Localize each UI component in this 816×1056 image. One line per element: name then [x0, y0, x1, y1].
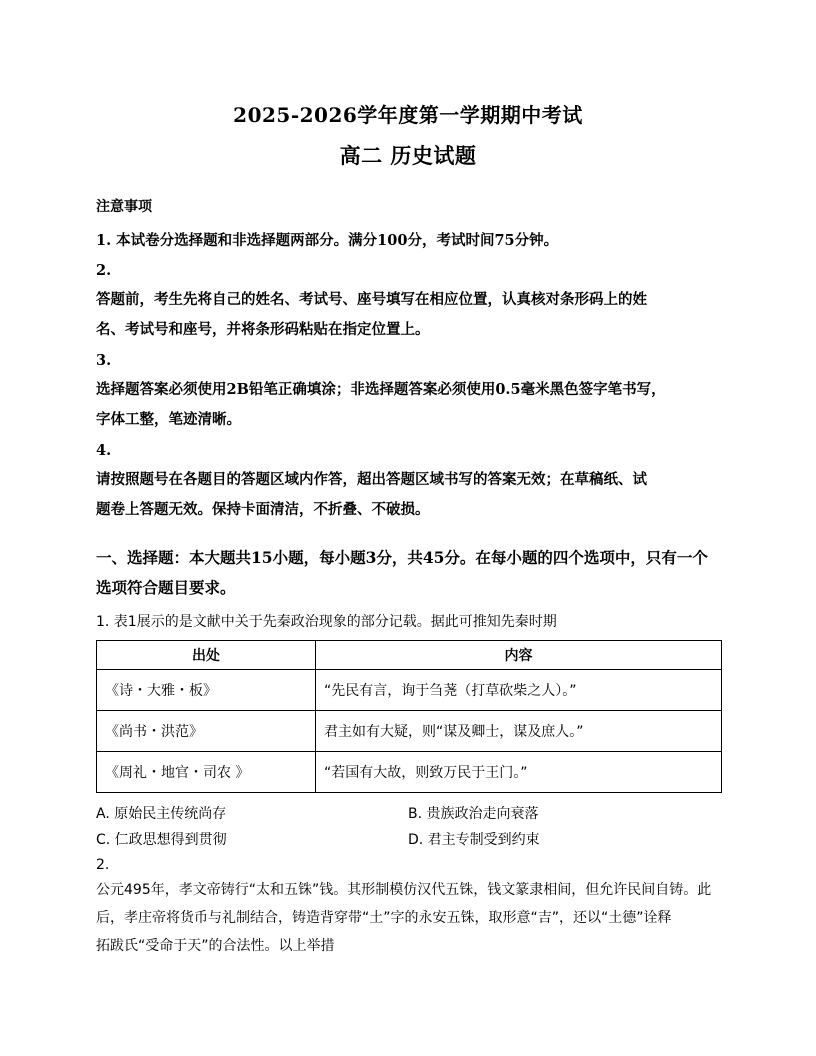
table-cell-source: 《周礼・地官・司农 》	[97, 752, 316, 793]
option-a: A. 原始民主传统尚存	[96, 806, 227, 822]
option-b: B. 贵族政治走向衰落	[408, 806, 539, 822]
notes-heading: 注意事项	[96, 199, 152, 215]
table-row	[97, 711, 722, 752]
source-table	[96, 640, 722, 793]
exam-subtitle: 高二 历史试题	[339, 143, 477, 168]
note-line: 3.	[96, 352, 112, 369]
table-header-source: 出处	[97, 641, 316, 670]
exam-title: 2025-2026学年度第一学期期中考试	[233, 103, 583, 127]
table-cell-content: “若国有大故，则致万民于王门。”	[316, 752, 722, 793]
table-header-row	[97, 641, 722, 670]
note-line: 名、考试号和座号，并将条形码粘贴在指定位置上。	[96, 321, 430, 338]
option-d: D. 君主专制受到约束	[408, 832, 540, 848]
table-cell-source: 《尚书・洪范》	[97, 711, 316, 752]
note-line: 请按照题号在各题目的答题区域内作答，超出答题区域书写的答案无效；在草稿纸、试	[96, 471, 647, 488]
section-heading: 一、选择题：本大题共15小题，每小题3分，共45分。在每小题的四个选项中，只有一个	[96, 548, 708, 567]
table-row	[97, 752, 722, 793]
section-heading: 选项符合题目要求。	[96, 578, 236, 597]
note-line: 答题前，考生先将自己的姓名、考试号、座号填写在相应位置，认真核对条形码上的姓	[96, 291, 647, 308]
note-line: 选择题答案必须使用2B铅笔正确填涂；非选择题答案必须使用0.5毫米黑色签字笔书写，	[96, 381, 666, 398]
note-line: 1. 本试卷分选择题和非选择题两部分。满分100分，考试时间75分钟。	[96, 232, 559, 249]
table-cell-content: “先民有言，询于刍荛（打草砍柴之人）。”	[316, 670, 722, 711]
question-2-line: 拓跋氏“受命于天”的合法性。以上举措	[96, 938, 335, 954]
question-1-stem: 1. 表1展示的是文献中关于先秦政治现象的部分记载。据此可推知先秦时期	[96, 614, 557, 630]
table-cell-content: 君主如有大疑，则“谋及卿士，谋及庶人。”	[316, 711, 722, 752]
note-line: 字体工整，笔迹清晰。	[96, 411, 241, 428]
note-line: 题卷上答题无效。保持卡面清洁，不折叠、不破损。	[96, 501, 430, 518]
note-line: 2.	[96, 262, 112, 279]
option-c: C. 仁政思想得到贯彻	[96, 832, 227, 848]
note-line: 4.	[96, 442, 112, 459]
table-header-content: 内容	[316, 641, 722, 670]
table-row	[97, 670, 722, 711]
question-2-number: 2.	[96, 857, 110, 873]
question-2-line: 后，孝庄帝将货币与礼制结合，铸造背穿带“土”字的永安五铢，取形意“吉”，还以“土德”诠释	[96, 910, 672, 926]
question-2-line: 公元495年，孝文帝铸行“太和五铢”钱。其形制模仿汉代五铢，钱文篆隶相间，但允许民间自铸。此	[96, 882, 712, 898]
table-cell-source: 《诗・大雅・板》	[97, 670, 316, 711]
